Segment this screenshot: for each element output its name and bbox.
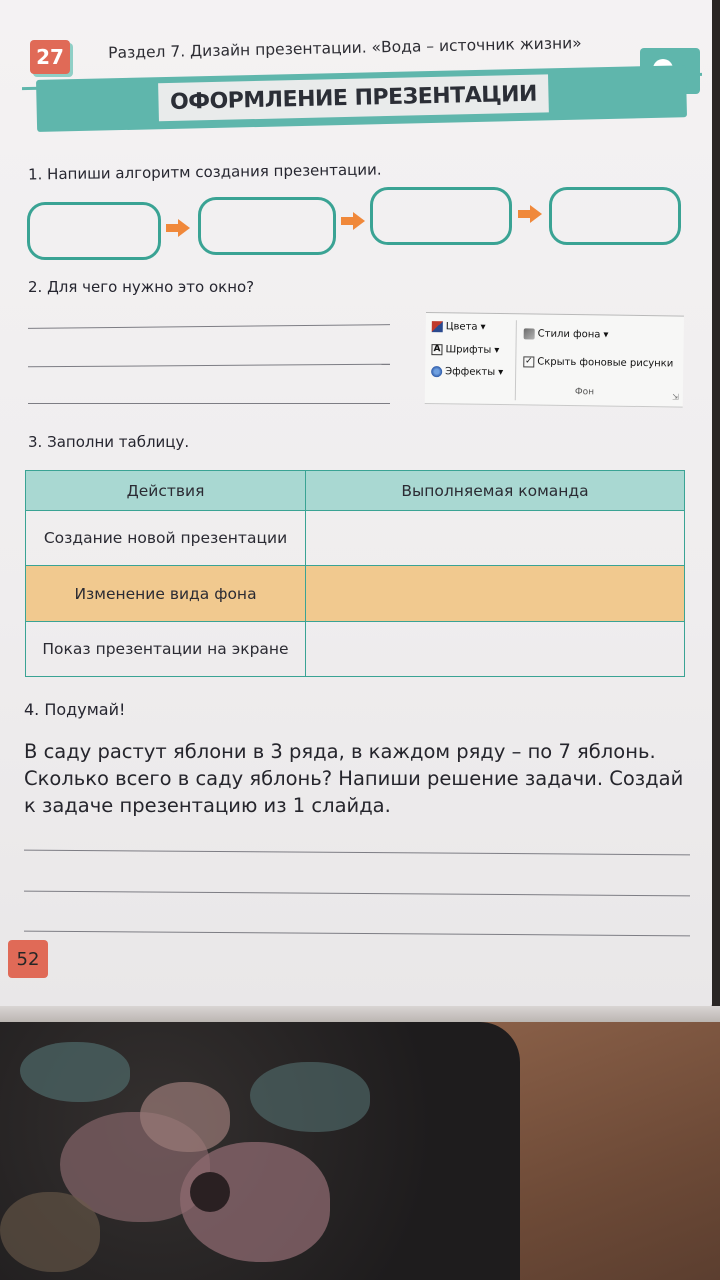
- table-cell-action: Показ презентации на экране: [26, 622, 306, 676]
- page-number: 52: [8, 940, 48, 978]
- table-cell-action: Изменение вида фона: [26, 566, 306, 621]
- colors-icon: [432, 321, 443, 332]
- fonts-label: Шрифты: [445, 344, 492, 356]
- table-cell-action: Создание новой презентации: [26, 511, 306, 565]
- table-cell-command[interactable]: [306, 511, 684, 565]
- table-row: [26, 511, 684, 566]
- colors-button[interactable]: [432, 321, 486, 333]
- flower-petal: [0, 1192, 100, 1272]
- answer-line[interactable]: [28, 364, 390, 368]
- effects-button[interactable]: [431, 366, 503, 378]
- chevron-down-icon: ▾: [480, 321, 486, 333]
- arrow-right-icon: [518, 205, 544, 223]
- arrow-right-icon: [341, 212, 367, 230]
- answer-line[interactable]: [24, 891, 690, 897]
- hide-background-checkbox[interactable]: [523, 356, 673, 369]
- flow-step-1-box[interactable]: [27, 202, 161, 260]
- task1-prompt: 1. Напиши алгоритм создания презентации.: [27, 160, 382, 184]
- task4-text: В саду растут яблони в 3 ряда, в каждом ряду – по 7 яблонь. Сколько всего в саду яблонь? Напиши решение задачи. Создай к задаче презентацию из 1 слайда.: [24, 740, 684, 817]
- chevron-down-icon: ▾: [498, 367, 504, 379]
- background-scene: [0, 1022, 720, 1280]
- fonts-button[interactable]: [431, 344, 499, 356]
- answer-line[interactable]: [28, 403, 390, 404]
- background-styles-button[interactable]: [524, 328, 609, 340]
- lesson-number-badge: 27: [30, 40, 70, 74]
- answer-line[interactable]: [24, 931, 690, 937]
- effects-label: Эффекты: [445, 366, 496, 378]
- flower-petal: [140, 1082, 230, 1152]
- leaf: [250, 1062, 370, 1132]
- hide-background-label: Скрыть фоновые рисунки: [537, 356, 674, 370]
- flow-step-3-box[interactable]: [370, 187, 512, 245]
- answer-line[interactable]: [28, 324, 390, 329]
- table-row: [26, 622, 684, 676]
- ribbon-group-label: Фон: [574, 387, 595, 398]
- ribbon-background-group: [425, 312, 684, 408]
- arrow-right-icon: [166, 219, 192, 237]
- flow-step-2-box[interactable]: [198, 197, 336, 255]
- table-cell-command[interactable]: [306, 566, 684, 621]
- paint-icon: [524, 328, 535, 339]
- table-header-row: [26, 471, 684, 511]
- table-row: [26, 566, 684, 622]
- colors-label: Цвета: [445, 321, 478, 333]
- table-header-cell: Выполняемая команда: [401, 481, 589, 500]
- chevron-down-icon: ▾: [494, 344, 500, 357]
- task4-prompt: 4. Подумай!: [24, 700, 126, 719]
- ribbon-separator: [515, 320, 517, 400]
- answer-line[interactable]: [24, 850, 690, 856]
- page-title: ОФОРМЛЕНИЕ ПРЕЗЕНТАЦИИ: [158, 74, 549, 121]
- section-title: Раздел 7. Дизайн презентации. «Вода – источник жизни»: [108, 34, 582, 62]
- flower-center: [190, 1172, 230, 1212]
- checkbox-icon: ✓: [524, 356, 533, 367]
- actions-table: [25, 470, 685, 677]
- effects-icon: [431, 366, 442, 377]
- background-styles-label: Стили фона: [537, 328, 601, 341]
- flow-step-4-box[interactable]: [549, 187, 681, 245]
- table-header-cell: Действия: [26, 471, 306, 510]
- task2-prompt: 2. Для чего нужно это окно?: [28, 278, 255, 296]
- leaf: [20, 1042, 130, 1102]
- chevron-down-icon: ▾: [603, 329, 609, 341]
- task3-prompt: 3. Заполни таблицу.: [28, 433, 190, 451]
- table-cell-command[interactable]: [306, 622, 684, 676]
- font-icon: A: [431, 344, 442, 355]
- dialog-launcher-icon[interactable]: ⇲: [672, 392, 679, 402]
